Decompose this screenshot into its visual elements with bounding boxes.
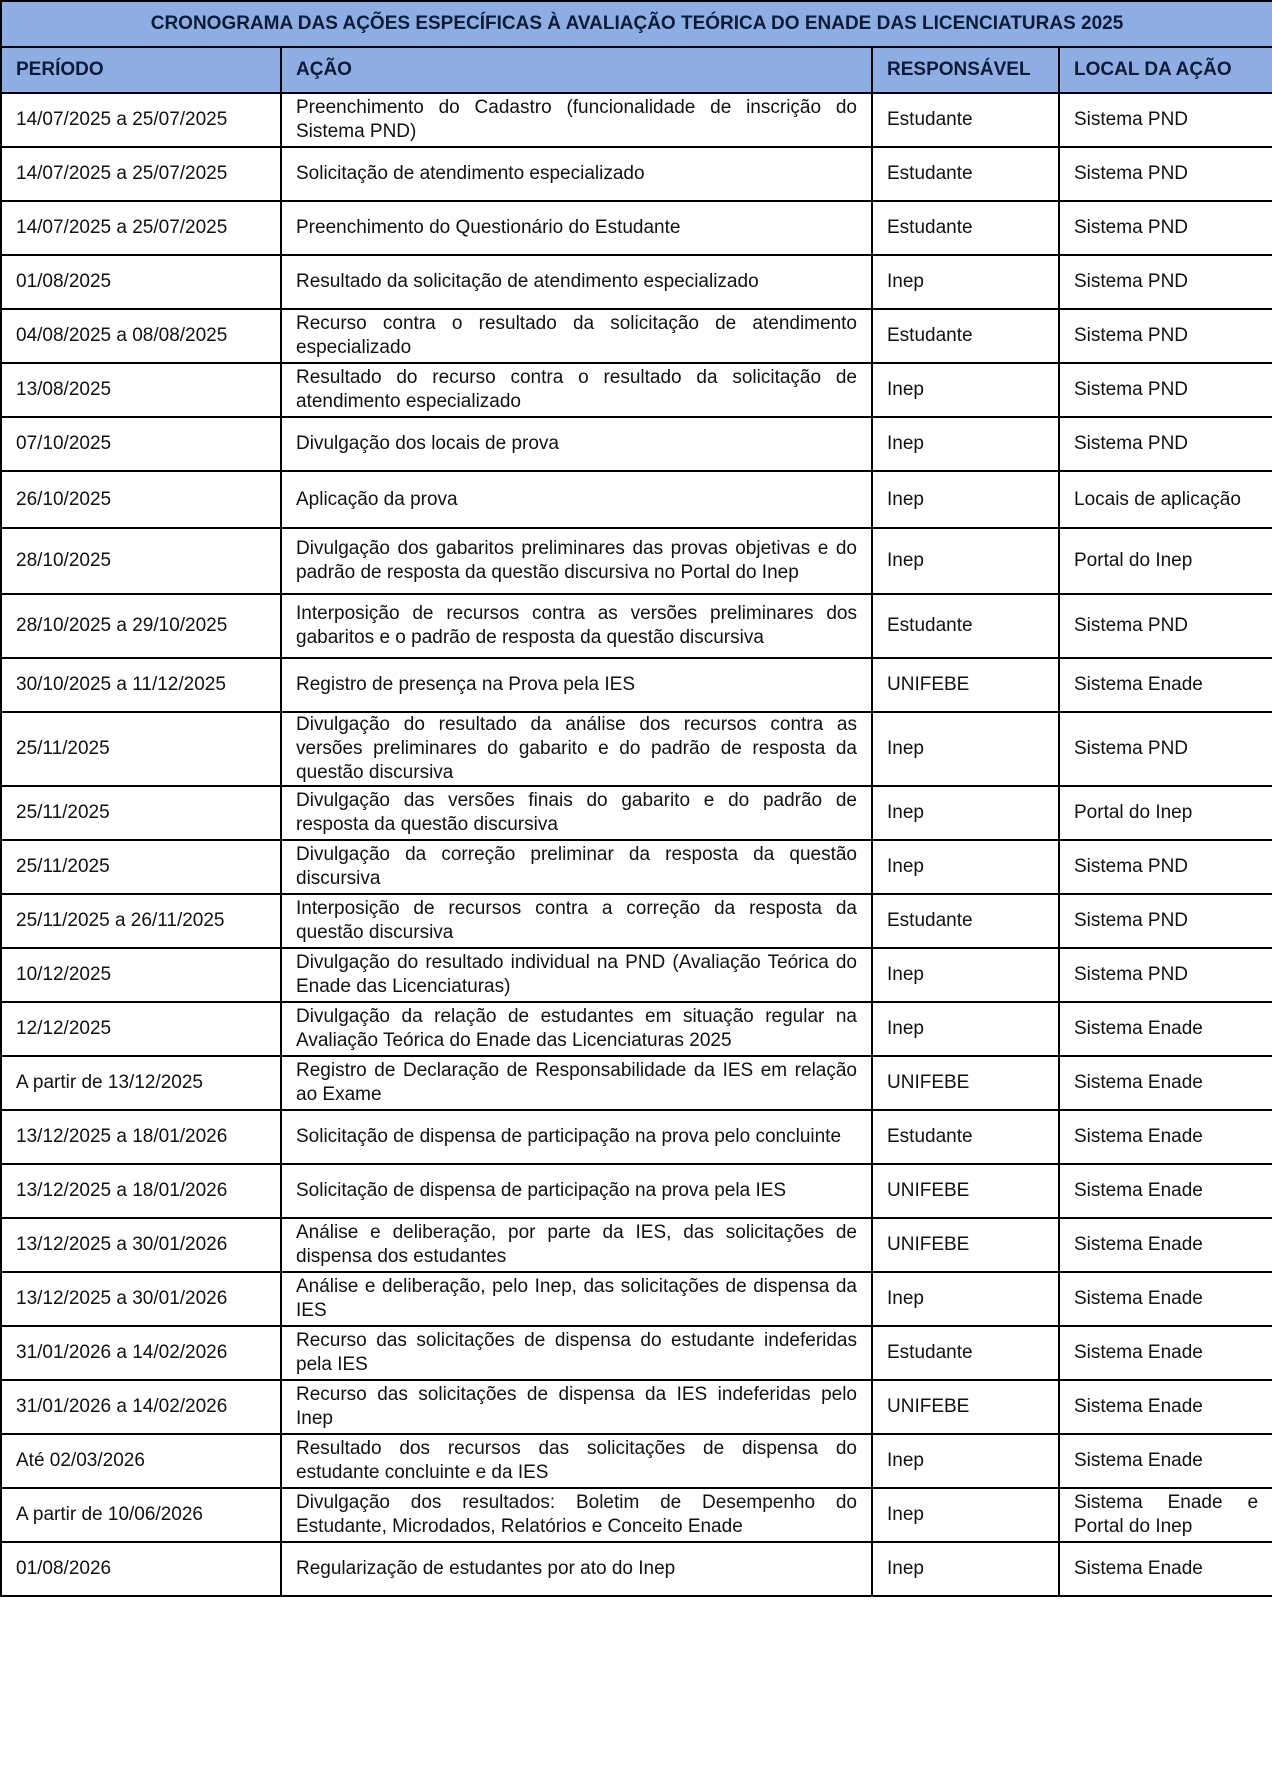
cell-periodo: 13/12/2025 a 30/01/2026 — [1, 1272, 281, 1326]
table-row — [1, 255, 1272, 309]
cell-acao: Preenchimento do Questionário do Estudante — [281, 201, 872, 255]
table-row — [1, 786, 1272, 840]
cell-local: Sistema Enade — [1059, 1380, 1272, 1434]
table-row — [1, 1218, 1272, 1272]
cell-responsavel: Estudante — [872, 147, 1059, 201]
cell-local: Portal do Inep — [1059, 786, 1272, 840]
cell-acao: Interposição de recursos contra as versões preliminares dos gabaritos e o padrão de resposta da questão discursiva — [281, 594, 872, 658]
table-row — [1, 363, 1272, 417]
cell-responsavel: Estudante — [872, 1110, 1059, 1164]
cell-periodo: A partir de 13/12/2025 — [1, 1056, 281, 1110]
table-row — [1, 93, 1272, 147]
cell-responsavel: Inep — [872, 255, 1059, 309]
cell-local: Sistema Enade — [1059, 1326, 1272, 1380]
cell-responsavel: Inep — [872, 1488, 1059, 1542]
cell-acao: Recurso das solicitações de dispensa da IES indeferidas pelo Inep — [281, 1380, 872, 1434]
cell-periodo: 26/10/2025 — [1, 471, 281, 528]
cell-responsavel: Estudante — [872, 1326, 1059, 1380]
cell-local: Sistema Enade — [1059, 1164, 1272, 1218]
cell-responsavel: Inep — [872, 786, 1059, 840]
cell-local: Locais de aplicação — [1059, 471, 1272, 528]
cell-periodo: 01/08/2025 — [1, 255, 281, 309]
table-row — [1, 712, 1272, 786]
cell-local: Sistema Enade e Portal do Inep — [1059, 1488, 1272, 1542]
cell-periodo: 04/08/2025 a 08/08/2025 — [1, 309, 281, 363]
cell-acao: Aplicação da prova — [281, 471, 872, 528]
cell-local: Sistema PND — [1059, 594, 1272, 658]
cell-local: Sistema PND — [1059, 255, 1272, 309]
cell-acao: Análise e deliberação, pelo Inep, das solicitações de dispensa da IES — [281, 1272, 872, 1326]
cell-local: Sistema Enade — [1059, 658, 1272, 712]
cell-periodo: 31/01/2026 a 14/02/2026 — [1, 1380, 281, 1434]
cell-periodo: 10/12/2025 — [1, 948, 281, 1002]
cell-local: Sistema PND — [1059, 93, 1272, 147]
table-row — [1, 1488, 1272, 1542]
cell-acao: Preenchimento do Cadastro (funcionalidade de inscrição do Sistema PND) — [281, 93, 872, 147]
cell-periodo: 07/10/2025 — [1, 417, 281, 471]
cell-responsavel: Inep — [872, 1542, 1059, 1596]
cell-acao: Recurso das solicitações de dispensa do estudante indeferidas pela IES — [281, 1326, 872, 1380]
table-row — [1, 1110, 1272, 1164]
column-header-acao: AÇÃO — [281, 47, 872, 93]
table-body — [1, 93, 1272, 1596]
cell-periodo: 25/11/2025 — [1, 712, 281, 786]
cell-responsavel: Estudante — [872, 309, 1059, 363]
table-row — [1, 1164, 1272, 1218]
table-row — [1, 471, 1272, 528]
cell-local: Sistema PND — [1059, 417, 1272, 471]
column-header-local: LOCAL DA AÇÃO — [1059, 47, 1272, 93]
cell-responsavel: Inep — [872, 363, 1059, 417]
cell-acao: Interposição de recursos contra a correção da resposta da questão discursiva — [281, 894, 872, 948]
table-row — [1, 658, 1272, 712]
table-row — [1, 1542, 1272, 1596]
cell-responsavel: Inep — [872, 528, 1059, 594]
table-row — [1, 1380, 1272, 1434]
cell-responsavel: Inep — [872, 1002, 1059, 1056]
cell-responsavel: Inep — [872, 1434, 1059, 1488]
cell-periodo: 13/12/2025 a 18/01/2026 — [1, 1110, 281, 1164]
cell-acao: Resultado do recurso contra o resultado da solicitação de atendimento especializado — [281, 363, 872, 417]
cell-responsavel: Inep — [872, 417, 1059, 471]
cell-periodo: Até 02/03/2026 — [1, 1434, 281, 1488]
cell-responsavel: Inep — [872, 840, 1059, 894]
cell-periodo: 12/12/2025 — [1, 1002, 281, 1056]
column-header-responsavel: RESPONSÁVEL — [872, 47, 1059, 93]
cell-periodo: 25/11/2025 — [1, 786, 281, 840]
cell-responsavel: UNIFEBE — [872, 658, 1059, 712]
title-row — [1, 1, 1272, 47]
cell-acao: Divulgação do resultado individual na PND (Avaliação Teórica do Enade das Licenciaturas) — [281, 948, 872, 1002]
cell-acao: Solicitação de dispensa de participação na prova pela IES — [281, 1164, 872, 1218]
cell-local: Sistema PND — [1059, 894, 1272, 948]
cell-responsavel: UNIFEBE — [872, 1164, 1059, 1218]
cell-local: Sistema PND — [1059, 147, 1272, 201]
cell-responsavel: Estudante — [872, 93, 1059, 147]
table-row — [1, 1272, 1272, 1326]
table-row — [1, 1434, 1272, 1488]
table-row — [1, 417, 1272, 471]
cell-local: Sistema Enade — [1059, 1110, 1272, 1164]
cell-local: Sistema Enade — [1059, 1218, 1272, 1272]
cell-periodo: 25/11/2025 — [1, 840, 281, 894]
cell-acao: Resultado da solicitação de atendimento especializado — [281, 255, 872, 309]
cell-responsavel: Estudante — [872, 594, 1059, 658]
cell-acao: Resultado dos recursos das solicitações de dispensa do estudante concluinte e da IES — [281, 1434, 872, 1488]
table-row — [1, 894, 1272, 948]
cell-local: Sistema Enade — [1059, 1542, 1272, 1596]
cell-acao: Divulgação dos locais de prova — [281, 417, 872, 471]
cell-acao: Registro de presença na Prova pela IES — [281, 658, 872, 712]
cell-responsavel: UNIFEBE — [872, 1380, 1059, 1434]
table-row — [1, 201, 1272, 255]
cell-periodo: 14/07/2025 a 25/07/2025 — [1, 201, 281, 255]
cell-periodo: 31/01/2026 a 14/02/2026 — [1, 1326, 281, 1380]
table-row — [1, 948, 1272, 1002]
cell-acao: Divulgação da relação de estudantes em situação regular na Avaliação Teórica do Enade das Licenciaturas 2025 — [281, 1002, 872, 1056]
cell-responsavel: UNIFEBE — [872, 1218, 1059, 1272]
cell-acao: Solicitação de dispensa de participação na prova pelo concluinte — [281, 1110, 872, 1164]
cell-local: Sistema PND — [1059, 948, 1272, 1002]
cell-acao: Solicitação de atendimento especializado — [281, 147, 872, 201]
cell-local: Portal do Inep — [1059, 528, 1272, 594]
cell-periodo: 01/08/2026 — [1, 1542, 281, 1596]
cell-local: Sistema Enade — [1059, 1434, 1272, 1488]
cell-responsavel: Estudante — [872, 894, 1059, 948]
table-row — [1, 840, 1272, 894]
cell-acao: Análise e deliberação, por parte da IES, das solicitações de dispensa dos estudantes — [281, 1218, 872, 1272]
table-row — [1, 147, 1272, 201]
cell-periodo: 13/12/2025 a 18/01/2026 — [1, 1164, 281, 1218]
cell-periodo: 28/10/2025 a 29/10/2025 — [1, 594, 281, 658]
cell-acao: Divulgação dos gabaritos preliminares das provas objetivas e do padrão de resposta da questão discursiva no Portal do Inep — [281, 528, 872, 594]
cell-periodo: 28/10/2025 — [1, 528, 281, 594]
header-row — [1, 47, 1272, 93]
cell-acao: Recurso contra o resultado da solicitação de atendimento especializado — [281, 309, 872, 363]
cell-local: Sistema Enade — [1059, 1056, 1272, 1110]
table-title: CRONOGRAMA DAS AÇÕES ESPECÍFICAS À AVALIAÇÃO TEÓRICA DO ENADE DAS LICENCIATURAS 2025 — [1, 1, 1272, 47]
cell-local: Sistema PND — [1059, 712, 1272, 786]
cell-local: Sistema PND — [1059, 201, 1272, 255]
column-header-periodo: PERÍODO — [1, 47, 281, 93]
cell-acao: Divulgação dos resultados: Boletim de Desempenho do Estudante, Microdados, Relatórios e Conceito Enade — [281, 1488, 872, 1542]
cell-responsavel: Inep — [872, 471, 1059, 528]
table-row — [1, 309, 1272, 363]
cell-local: Sistema PND — [1059, 840, 1272, 894]
cell-acao: Regularização de estudantes por ato do Inep — [281, 1542, 872, 1596]
table-row — [1, 1056, 1272, 1110]
cell-responsavel: Inep — [872, 948, 1059, 1002]
cell-periodo: 13/12/2025 a 30/01/2026 — [1, 1218, 281, 1272]
cell-local: Sistema Enade — [1059, 1272, 1272, 1326]
cell-local: Sistema PND — [1059, 363, 1272, 417]
cell-periodo: 14/07/2025 a 25/07/2025 — [1, 93, 281, 147]
cell-acao: Registro de Declaração de Responsabilidade da IES em relação ao Exame — [281, 1056, 872, 1110]
table-row — [1, 1326, 1272, 1380]
cell-acao: Divulgação do resultado da análise dos recursos contra as versões preliminares do gabarito e do padrão de resposta da questão discursiva — [281, 712, 872, 786]
table-row — [1, 1002, 1272, 1056]
cell-local: Sistema PND — [1059, 309, 1272, 363]
cell-acao: Divulgação das versões finais do gabarito e do padrão de resposta da questão discursiva — [281, 786, 872, 840]
table-row — [1, 528, 1272, 594]
cell-local: Sistema Enade — [1059, 1002, 1272, 1056]
cell-responsavel: Estudante — [872, 201, 1059, 255]
table-row — [1, 594, 1272, 658]
cell-responsavel: Inep — [872, 1272, 1059, 1326]
cell-periodo: 13/08/2025 — [1, 363, 281, 417]
cell-periodo: A partir de 10/06/2026 — [1, 1488, 281, 1542]
cell-acao: Divulgação da correção preliminar da resposta da questão discursiva — [281, 840, 872, 894]
cell-periodo: 30/10/2025 a 11/12/2025 — [1, 658, 281, 712]
cell-responsavel: Inep — [872, 712, 1059, 786]
cell-periodo: 25/11/2025 a 26/11/2025 — [1, 894, 281, 948]
cell-periodo: 14/07/2025 a 25/07/2025 — [1, 147, 281, 201]
cell-responsavel: UNIFEBE — [872, 1056, 1059, 1110]
